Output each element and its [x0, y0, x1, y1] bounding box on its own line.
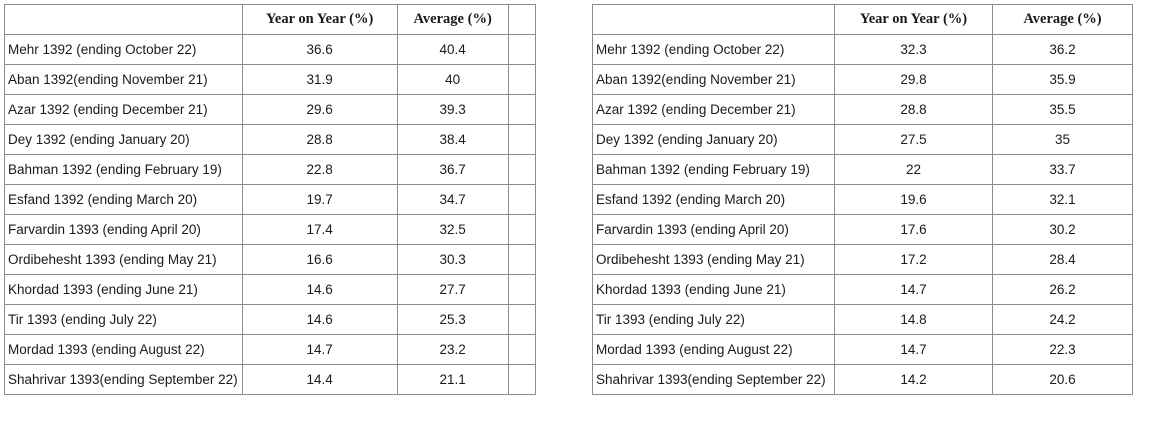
blank-cell — [508, 275, 535, 305]
period-cell: Mordad 1393 (ending August 22) — [5, 335, 243, 365]
year-on-year-cell: 14.6 — [242, 305, 397, 335]
blank-cell — [508, 185, 535, 215]
period-cell: Khordad 1393 (ending June 21) — [5, 275, 243, 305]
header-period — [593, 5, 835, 35]
blank-cell — [508, 95, 535, 125]
table-row — [593, 185, 1133, 215]
average-cell: 21.1 — [397, 365, 508, 395]
blank-cell — [508, 35, 535, 65]
average-cell: 28.4 — [993, 245, 1133, 275]
period-cell: Tir 1393 (ending July 22) — [5, 305, 243, 335]
average-cell: 36.7 — [397, 155, 508, 185]
average-cell: 30.2 — [993, 215, 1133, 245]
year-on-year-cell: 17.2 — [835, 245, 993, 275]
year-on-year-cell: 28.8 — [242, 125, 397, 155]
average-cell: 22.3 — [993, 335, 1133, 365]
blank-cell — [508, 125, 535, 155]
year-on-year-cell: 19.6 — [835, 185, 993, 215]
year-on-year-cell: 19.7 — [242, 185, 397, 215]
table-row — [5, 65, 536, 95]
header-blank — [508, 5, 535, 35]
inflation-table-right — [592, 4, 1133, 395]
header-period — [5, 5, 243, 35]
period-cell: Farvardin 1393 (ending April 20) — [593, 215, 835, 245]
table-row — [5, 275, 536, 305]
period-cell: Mehr 1392 (ending October 22) — [5, 35, 243, 65]
period-cell: Azar 1392 (ending December 21) — [593, 95, 835, 125]
year-on-year-cell: 16.6 — [242, 245, 397, 275]
year-on-year-cell: 14.7 — [242, 335, 397, 365]
table-row — [5, 35, 536, 65]
table-row — [5, 305, 536, 335]
year-on-year-cell: 29.8 — [835, 65, 993, 95]
table-row — [593, 215, 1133, 245]
average-cell: 35.9 — [993, 65, 1133, 95]
year-on-year-cell: 14.4 — [242, 365, 397, 395]
header-year-on-year: Year on Year (%) — [835, 5, 993, 35]
period-cell: Aban 1392(ending November 21) — [593, 65, 835, 95]
average-cell: 30.3 — [397, 245, 508, 275]
period-cell: Mordad 1393 (ending August 22) — [593, 335, 835, 365]
table-row — [5, 185, 536, 215]
period-cell: Aban 1392(ending November 21) — [5, 65, 243, 95]
average-cell: 26.2 — [993, 275, 1133, 305]
average-cell: 32.5 — [397, 215, 508, 245]
average-cell: 38.4 — [397, 125, 508, 155]
average-cell: 34.7 — [397, 185, 508, 215]
table-row — [5, 365, 536, 395]
header-row — [5, 5, 536, 35]
average-cell: 20.6 — [993, 365, 1133, 395]
table-row — [5, 95, 536, 125]
average-cell: 33.7 — [993, 155, 1133, 185]
year-on-year-cell: 14.7 — [835, 275, 993, 305]
year-on-year-cell: 28.8 — [835, 95, 993, 125]
period-cell: Azar 1392 (ending December 21) — [5, 95, 243, 125]
blank-cell — [508, 335, 535, 365]
year-on-year-cell: 14.6 — [242, 275, 397, 305]
table-row — [593, 365, 1133, 395]
period-cell: Khordad 1393 (ending June 21) — [593, 275, 835, 305]
period-cell: Farvardin 1393 (ending April 20) — [5, 215, 243, 245]
table-row — [5, 335, 536, 365]
period-cell: Shahrivar 1393(ending September 22) — [5, 365, 243, 395]
table-row — [593, 125, 1133, 155]
average-cell: 32.1 — [993, 185, 1133, 215]
table-row — [5, 215, 536, 245]
header-row — [593, 5, 1133, 35]
header-year-on-year: Year on Year (%) — [242, 5, 397, 35]
period-cell: Tir 1393 (ending July 22) — [593, 305, 835, 335]
year-on-year-cell: 36.6 — [242, 35, 397, 65]
period-cell: Ordibehesht 1393 (ending May 21) — [5, 245, 243, 275]
table-row — [593, 155, 1133, 185]
average-cell: 39.3 — [397, 95, 508, 125]
header-average: Average (%) — [993, 5, 1133, 35]
average-cell: 24.2 — [993, 305, 1133, 335]
year-on-year-cell: 31.9 — [242, 65, 397, 95]
table-row — [593, 245, 1133, 275]
period-cell: Esfand 1392 (ending March 20) — [593, 185, 835, 215]
period-cell: Esfand 1392 (ending March 20) — [5, 185, 243, 215]
period-cell: Mehr 1392 (ending October 22) — [593, 35, 835, 65]
year-on-year-cell: 17.6 — [835, 215, 993, 245]
year-on-year-cell: 14.2 — [835, 365, 993, 395]
inflation-table-left — [4, 4, 536, 395]
blank-cell — [508, 245, 535, 275]
table-row — [593, 305, 1133, 335]
year-on-year-cell: 22.8 — [242, 155, 397, 185]
table-row — [5, 245, 536, 275]
period-cell: Dey 1392 (ending January 20) — [593, 125, 835, 155]
blank-cell — [508, 215, 535, 245]
blank-cell — [508, 65, 535, 95]
year-on-year-cell: 29.6 — [242, 95, 397, 125]
period-cell: Dey 1392 (ending January 20) — [5, 125, 243, 155]
year-on-year-cell: 27.5 — [835, 125, 993, 155]
average-cell: 40.4 — [397, 35, 508, 65]
table-row — [5, 125, 536, 155]
period-cell: Bahman 1392 (ending February 19) — [5, 155, 243, 185]
average-cell: 27.7 — [397, 275, 508, 305]
table-row — [593, 275, 1133, 305]
table-row — [593, 95, 1133, 125]
table-row — [593, 35, 1133, 65]
year-on-year-cell: 14.8 — [835, 305, 993, 335]
average-cell: 25.3 — [397, 305, 508, 335]
table-row — [5, 155, 536, 185]
average-cell: 35.5 — [993, 95, 1133, 125]
average-cell: 23.2 — [397, 335, 508, 365]
blank-cell — [508, 305, 535, 335]
year-on-year-cell: 22 — [835, 155, 993, 185]
year-on-year-cell: 32.3 — [835, 35, 993, 65]
period-cell: Bahman 1392 (ending February 19) — [593, 155, 835, 185]
header-average: Average (%) — [397, 5, 508, 35]
average-cell: 35 — [993, 125, 1133, 155]
year-on-year-cell: 17.4 — [242, 215, 397, 245]
average-cell: 36.2 — [993, 35, 1133, 65]
period-cell: Shahrivar 1393(ending September 22) — [593, 365, 835, 395]
year-on-year-cell: 14.7 — [835, 335, 993, 365]
table-row — [593, 65, 1133, 95]
table-row — [593, 335, 1133, 365]
period-cell: Ordibehesht 1393 (ending May 21) — [593, 245, 835, 275]
blank-cell — [508, 365, 535, 395]
blank-cell — [508, 155, 535, 185]
average-cell: 40 — [397, 65, 508, 95]
